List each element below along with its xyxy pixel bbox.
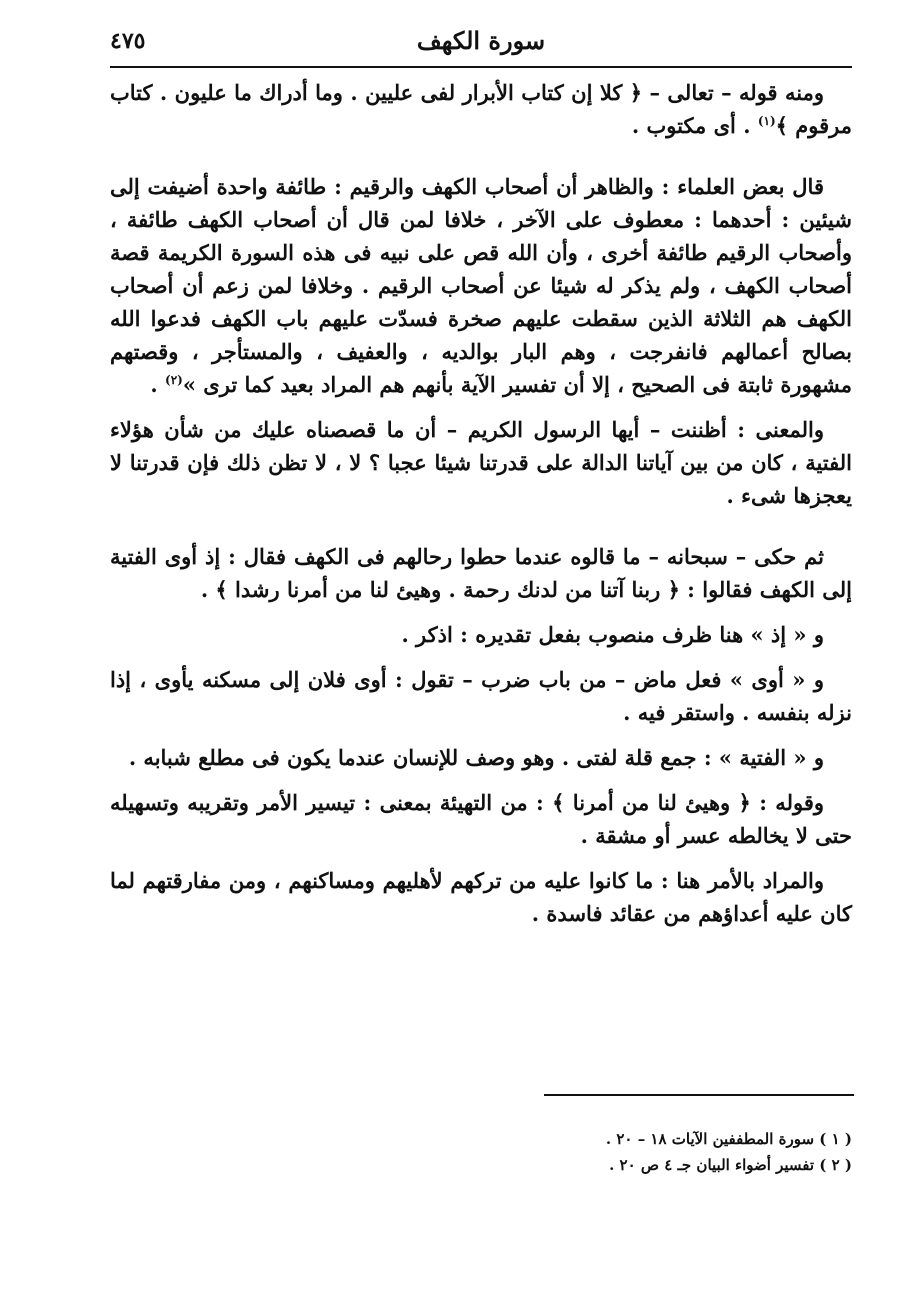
paragraph-8: وقوله : ﴿ وهيئ لنا من أمرنا ﴾ : من التهيئة بمعنى : تيسير الأمر وتقريبه وتسهيله حتى لا يخالطه عسر أو مشقة . — [110, 790, 852, 848]
paragraph-4: ثم حكى – سبحانه – ما قالوه عندما حطوا رحالهم فى الكهف فقال : إذ أوى الفتية إلى الكهف فقالوا : ﴿ ربنا آتنا من لدنك رحمة . وهيئ لنا من أمرنا رشدا ﴾ . — [110, 544, 852, 602]
footnote-rule — [544, 1094, 854, 1096]
paragraph-1-text: ومنه قوله – تعالى – ﴿ كلا إن كتاب الأبرار لفى عليين . وما أدراك ما عليون . كتاب مرقوم ﴾ — [110, 80, 852, 138]
main-text — [110, 76, 852, 930]
header-rule — [110, 66, 852, 68]
chapter-title: سورة الكهف — [416, 26, 546, 55]
footnote-ref-2: (٢) — [165, 373, 183, 387]
footnote-2: ( ٢ ) تفسير أضواء البيان جـ ٤ ص ٢٠ . — [609, 1156, 852, 1174]
paragraph-2-text: قال بعض العلماء : والظاهر أن أصحاب الكهف والرقيم : طائفة واحدة أضيفت إلى شيئين : أحدهما : معطوف على الآخر ، خلافا لمن قال أن أصحاب الكهف طائفة ، وأصحاب الرقيم طائفة أخرى ، وأن الله قص على نبيه فى هذه السورة الكريمة قصة أصحاب الكهف ، ولم يذكر له شيئا عن أصحاب الرقيم . وخلافا لمن زعم أن أصحاب الكهف هم الثلاثة الذين سقطت عليهم صخرة فسدّت عليهم باب الكهف فدعوا الله بصالح أعمالهم فانفرجت ، وهم البار بوالديه ، والعفيف ، والمستأجر ، وقصتهم مشهورة ثابتة فى الصحيح ، إلا أن تفسير الآية بأنهم هم المراد بعيد كما ترى » — [110, 174, 852, 397]
footnotes — [110, 1126, 852, 1178]
footnote-ref-1: (١) — [757, 114, 776, 128]
page-number: ٤٧٥ — [110, 28, 146, 54]
paragraph-3: والمعنى : أظننت – أيها الرسول الكريم – أن ما قصصناه عليك من شأن هؤلاء الفتية ، كان من بين آياتنا الدالة على قدرتنا شيئا عجبا ؟ لا ، لا تظن ذلك فإن قدرتنا لا يعجزها شىء . — [110, 417, 853, 508]
paragraph-9: والمراد بالأمر هنا : ما كانوا عليه من تركهم لأهليهم ومساكنهم ، ومن مفارقتهم لما كان عليه أعداؤهم من عقائد فاسدة . — [110, 868, 852, 926]
paragraph-1 — [110, 76, 852, 142]
paragraph-1-tail: . أى مكتوب . — [631, 113, 758, 138]
paragraph-7: و « الفتية » : جمع قلة لفتى . وهو وصف للإنسان عندما يكون فى مطلع شبابه . — [128, 745, 824, 770]
footnote-1: ( ١ ) سورة المطففين الآيات ١٨ – ٢٠ . — [605, 1130, 852, 1148]
paragraph-2-tail: . — [150, 372, 166, 397]
paragraph-5: و « إذ » هنا ظرف منصوب بفعل تقديره : اذكر . — [401, 622, 824, 647]
page-header — [110, 26, 852, 62]
paragraph-6: و « أوى » فعل ماض – من باب ضرب – تقول : أوى فلان إلى مسكنه يأوى ، إذا نزله بنفسه . واستقر فيه . — [110, 667, 852, 725]
paragraph-2 — [110, 170, 852, 401]
